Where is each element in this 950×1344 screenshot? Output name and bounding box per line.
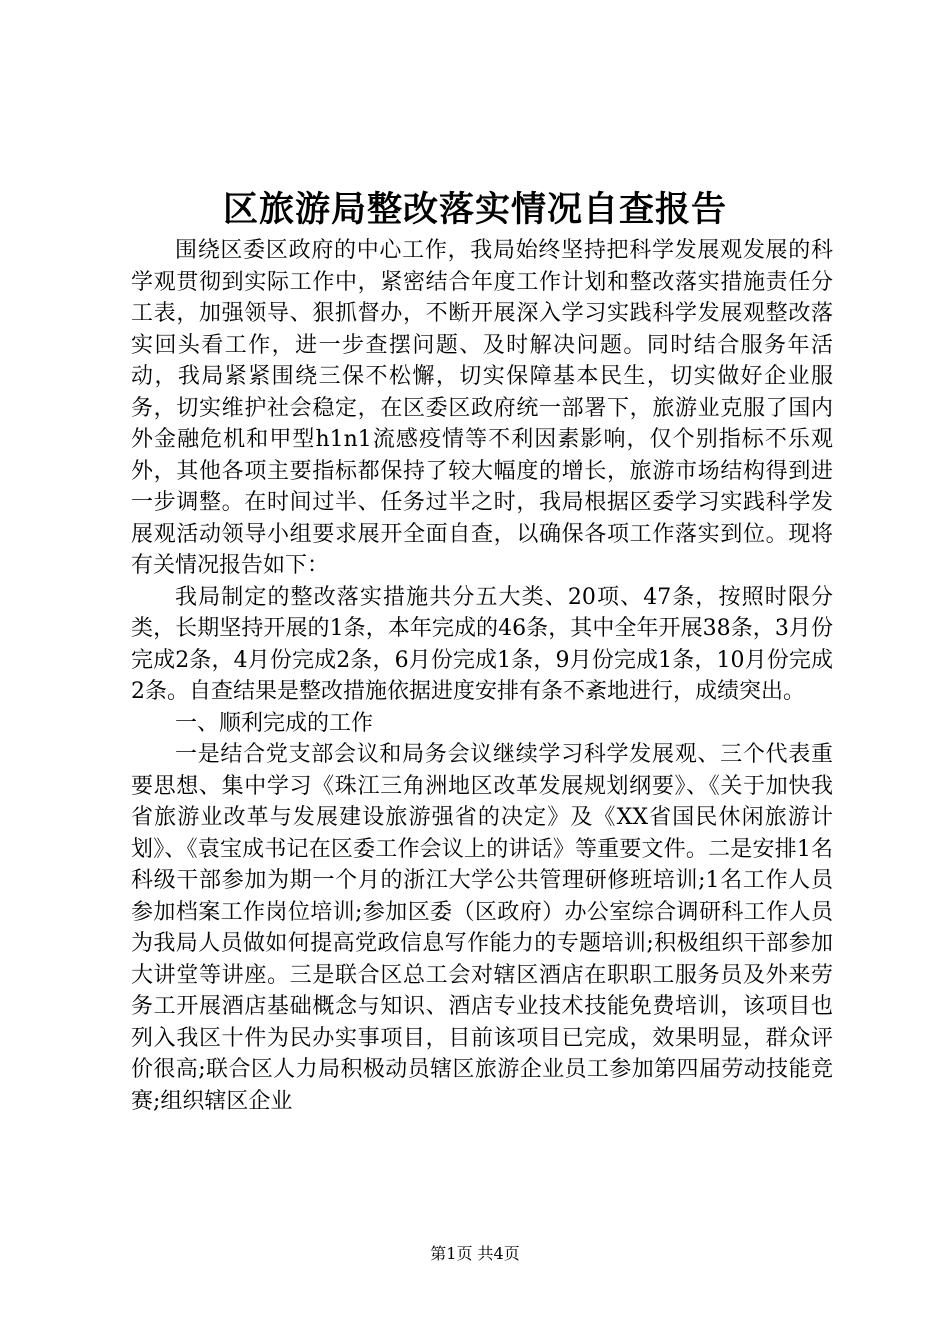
document-title: 区旅游局整改落实情况自查报告 bbox=[222, 189, 727, 230]
paragraph-intro: 围绕区委区政府的中心工作，我局始终坚持把科学发展观发展的科学观贯彻到实际工作中，紧密结合年度工作计划和整改落实措施责任分工表，加强领导、狠抓督办，不断开展深入学习实践科学发展观整改落实回头看工作，进一步查摆问题、及时解决问题。同时结合服务年活动，我局紧紧围绕三保不松懈，切实保障基本民生，切实做好企业服务，切实维护社会稳定，在区委区政府统一部署下，旅游业克服了国内外金融危机和甲型h1n1流感疫情等不利因素影响，仅个别指标不乐观外，其他各项主要指标都保持了较大幅度的增长，旅游市场结构得到进一步调整。在时间过半、任务过半之时，我局根据区委学习实践科学发展观活动领导小组要求展开全面自查，以确保各项工作落实到位。现将有关情况报告如下： bbox=[131, 238, 833, 578]
section-heading-completed-work: 一、顺利完成的工作 bbox=[175, 710, 374, 736]
paragraph-completed-work: 一是结合党支部会议和局务会议继续学习科学发展观、三个代表重要思想、集中学习《珠江三角洲地区改革发展规划纲要》、《关于加快我省旅游业改革与发展建设旅游强省的决定》及《XX省国民休闲旅游计划》、《袁宝成书记在区委工作会议上的讲话》等重要文件。二是安排1名科级干部参加为期一个月的浙江大学公共管理研修班培训;1名工作人员参加档案工作岗位培训;参加区委（区政府）办公室综合调研科工作人员为我局人员做如何提高党政信息写作能力的专题培训;积极组织干部参加大讲堂等讲座。三是联合区总工会对辖区酒店在职职工服务员及外来劳务工开展酒店基础概念与知识、酒店专业技术技能免费培训，该项目也列入我区十件为民办实事项目，目前该项目已完成，效果明显，群众评价很高;联合区人力局积极动员辖区旅游企业员工参加第四届劳动技能竞赛;组织辖区企业 bbox=[131, 742, 833, 1114]
document-body bbox=[131, 235, 833, 1117]
page-number-footer: 第1页 共4页 bbox=[430, 1244, 520, 1263]
paragraph-summary: 我局制定的整改落实措施共分五大类、20项、47条，按照时限分类，长期坚持开展的1条，本年完成的46条，其中全年开展38条，3月份完成2条，4月份完成2条，6月份完成1条，9月份完成1条，10月份完成2条。自查结果是整改措施依据进度安排有条不紊地进行，成绩突出。 bbox=[131, 584, 833, 704]
